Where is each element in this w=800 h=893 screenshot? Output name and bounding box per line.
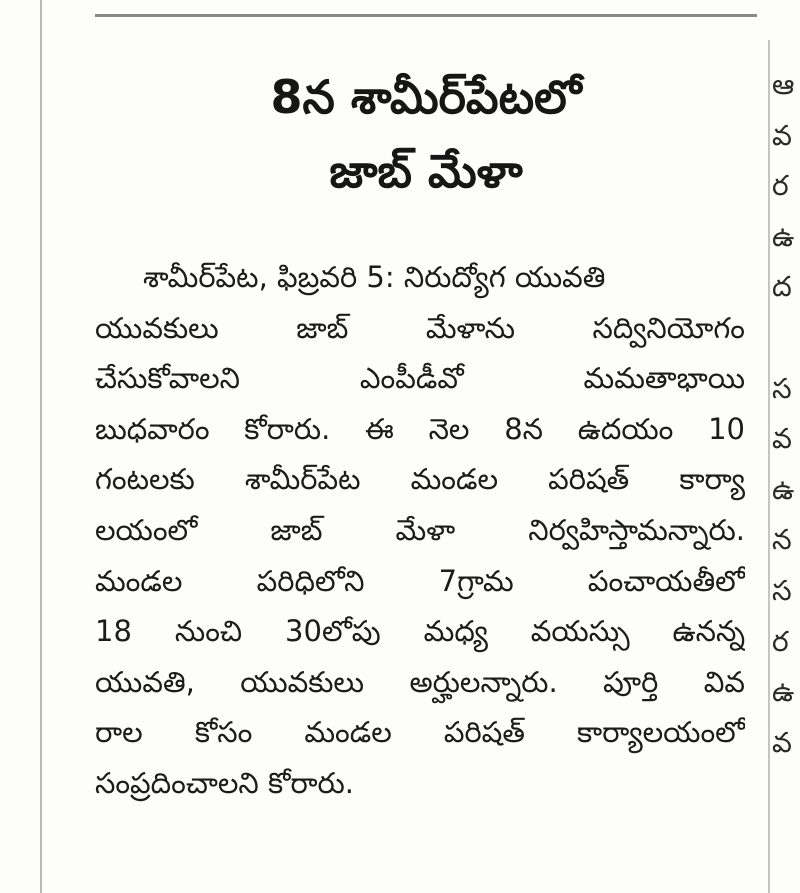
headline-line-1: 8న శామీర్‌పేటలో <box>270 70 582 124</box>
adjacent-fragment: ఉ <box>772 472 795 506</box>
article-line: లయంలో జాబ్ మేళా నిర్వహిస్తామన్నారు. <box>95 512 745 547</box>
adjacent-fragment: ర <box>772 169 789 203</box>
adjacent-fragment: ఆ <box>772 68 795 101</box>
article-line: గంటలకు శామీర్‌పేట మండల పరిషత్ కార్యా <box>95 462 745 497</box>
adjacent-column-text <box>772 60 800 893</box>
top-section-rule <box>95 14 757 17</box>
article-line: బుధవారం కోరారు. ఈ నెల 8న ఉదయం 10 <box>95 411 745 446</box>
article-body <box>95 252 745 809</box>
article-line: సంప్రదించాలని కోరారు. <box>95 765 354 800</box>
adjacent-fragment: వ <box>772 118 792 152</box>
adjacent-fragment: ద <box>772 270 792 304</box>
article-line: చేసుకోవాలని ఎంపీడీవో మమతాభాయి <box>95 361 745 396</box>
column-divider <box>768 40 770 893</box>
adjacent-fragment: వ <box>772 422 792 456</box>
adjacent-fragment: ఉ <box>772 675 795 709</box>
adjacent-fragment: ఉ <box>772 219 795 253</box>
adjacent-fragment: వ <box>772 725 792 759</box>
article-line: మండల పరిధిలోని 7గ్రామ పంచాయతీలో <box>95 563 745 598</box>
article-line: రాల కోసం మండల పరిషత్ కార్యాలయంలో <box>95 715 745 750</box>
adjacent-fragment: ర <box>772 624 789 658</box>
adjacent-fragment: స <box>772 371 792 405</box>
adjacent-fragment <box>772 313 800 364</box>
headline-line-2: జాబ్ మేళా <box>329 144 523 198</box>
article-line: యువతి, యువకులు అర్హులన్నారు. పూర్తి వివ <box>95 664 745 699</box>
article-line: శామీర్‌పేట, ఫిబ్రవరి 5: నిరుద్యోగ యువతి <box>143 260 606 294</box>
adjacent-fragment: స <box>772 573 792 607</box>
article-line: యువకులు జాబ్ మేళాను సద్వినియోగం <box>95 310 745 345</box>
article-line: 18 నుంచి 30లోపు మధ్య వయస్సు ఉనన్న <box>95 614 745 649</box>
left-column-rule <box>40 0 42 893</box>
adjacent-fragment: న <box>772 523 792 557</box>
article-headline <box>95 60 757 208</box>
